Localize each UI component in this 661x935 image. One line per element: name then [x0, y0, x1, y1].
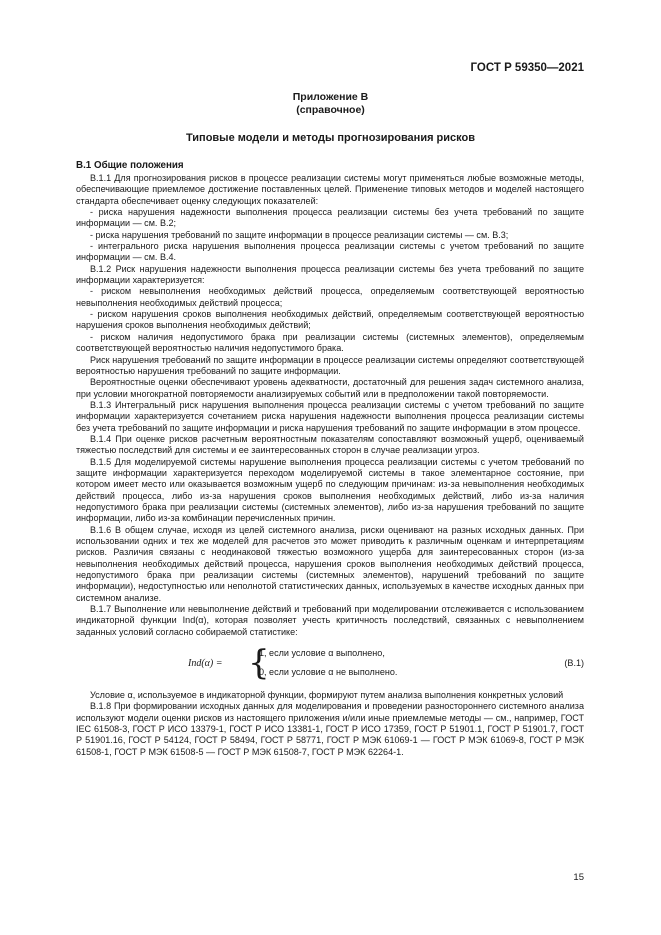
- paragraph: В.1.2 Риск нарушения надежности выполнения процесса реализации системы без учета требований по защите информации характеризуется:: [76, 263, 584, 286]
- paragraph: В.1.3 Интегральный риск нарушения выполнения процесса реализации системы с учетом требований по защите информации характеризуется сочетанием риска нарушения надежности выполнения процесса реализации системы без учета требований по защите информации и риска нарушения требований по защите информации в этом процессе.: [76, 399, 584, 433]
- formula-number: (В.1): [564, 658, 584, 669]
- formula-lhs: Ind(α) =: [188, 658, 223, 670]
- paragraph: Вероятностные оценки обеспечивают уровень адекватности, достаточный для решения задач системного анализа, при условии многократной повторяемости анализируемых событий или в предположении такой повторяемости.: [76, 377, 584, 399]
- paragraph: В.1.1 Для прогнозирования рисков в процессе реализации системы могут применяться любые возможные методы, обеспечивающие приемлемое достижение поставленных целей. Применение типовых методов и моделей настоящего стандарта обеспечивает оценку следующих показателей:: [76, 173, 584, 206]
- list-item: - риском нарушения сроков выполнения необходимых действий, определяемым соответствующей вероятностью нарушения сроков выполнения необходимых действий;: [76, 309, 584, 331]
- list-item: - риска нарушения надежности выполнения процесса реализации системы без учета требований по защите информации — см. В.2;: [76, 207, 584, 229]
- list-item: - интегрального риска нарушения выполнения процесса реализации системы с учетом требований по защите информации — см. В.4.: [76, 241, 584, 263]
- paragraph: В.1.8 При формировании исходных данных для моделирования и проведении разностороннего системного анализа используют модели оценки рисков из настоящего приложения и/или иные приемлемые методы — см., например, ГОСТ IEC 61508-3, ГОСТ Р ИСО 13379-1, ГОСТ Р ИСО 13381-1, ГОСТ Р ИСО 17359, ГОСТ Р 51901.1, ГОСТ Р 51901.7, ГОСТ Р 51901.16, ГОСТ Р 54124, ГОСТ Р 58494, ГОСТ Р 58771, ГОСТ Р МЭК 61069-1 — ГОСТ Р МЭК 61069-8, ГОСТ Р МЭК 61508-1, ГОСТ Р МЭК 61508-5 — ГОСТ Р МЭК 61508-7, ГОСТ Р МЭК 62264-1.: [76, 701, 584, 757]
- formula-case-false: 0, если условие α не выполнено.: [259, 667, 398, 678]
- paragraph: В.1.7 Выполнение или невыполнение действий и требований при моделировании отслеживается с использованием индикаторной функции Ind(α), которая позволяет учесть критичность последствий, связанных с невыполнением заданных условий согласно собираемой статистике:: [76, 604, 584, 637]
- formula-case-true: 1, если условие α выполнено,: [259, 648, 385, 659]
- section-heading: В.1 Общие положения: [76, 160, 184, 171]
- list-item: - риска нарушения требований по защите информации в процессе реализации системы — см. В.3;: [90, 229, 509, 240]
- standard-id: ГОСТ Р 59350—2021: [470, 62, 584, 74]
- paragraph: В.1.4 При оценке рисков расчетным вероятностным показателям сопоставляют возможный ущерб, оцениваемый тяжестью последствий для системы и ее заинтересованных сторон в случае реализации угроз.: [76, 433, 584, 456]
- paragraph: Условие α, используемое в индикаторной функции, формируют путем анализа выполнения конкретных условий: [90, 690, 564, 701]
- paragraph: В.1.6 В общем случае, исходя из целей системного анализа, риски оценивают на разных исходных данных. При использовании одних и тех же моделей для расчетов это может приводить к различным оценкам и интерпретациям рисков. Различия связаны с неодинаковой тяжестью возможного ущерба для заинтересованных сторон (из-за невыполнения необходимых действий процесса, нарушения сроков выполнения необходимых действий процесса, недопустимого брака при реализации системы (системных элементов), нарушений требований по защите информации), недоступностью или неполнотой статистических данных, используемых в качестве исходных данных при системном анализе.: [76, 524, 584, 603]
- document-body: [76, 173, 584, 758]
- page-number: 15: [573, 872, 584, 883]
- appendix-main-title: Типовые модели и методы прогнозирования рисков: [185, 132, 475, 144]
- list-item: - риском наличия недопустимого брака при реализации системы (системных элементов), определяемым соответствующей вероятностью наличия недопустимого брака.: [76, 331, 584, 354]
- appendix-subtitle: (справочное): [296, 104, 365, 116]
- paragraph: В.1.5 Для моделируемой системы нарушение выполнения процесса реализации системы с учетом требований по защите информации характеризуется переходом моделируемой системы в такое элементарное состояние, при котором имеет место или оказывается возможным ущерб по следующим причинам: из-за невыполнения необходимых действий процесса, либо из-за нарушения сроков выполнения необходимых действий, либо из-за наличия недопустимого брака при реализации системы (системных элементов), либо из-за нарушения требований по защите информации, либо из-за комбинации перечисленных причин.: [76, 456, 584, 524]
- paragraph: Риск нарушения требований по защите информации в процессе реализации системы определяют соответствующей вероятностью нарушения требований по защите информации.: [76, 354, 584, 376]
- formula-brace: {: [248, 643, 270, 684]
- formula-b1: [76, 643, 584, 684]
- list-item: - риском невыполнения необходимых действий процесса, определяемым соответствующей вероятностью невыполнения необходимых действий процесса;: [76, 286, 584, 308]
- appendix-title: Приложение В: [292, 91, 369, 103]
